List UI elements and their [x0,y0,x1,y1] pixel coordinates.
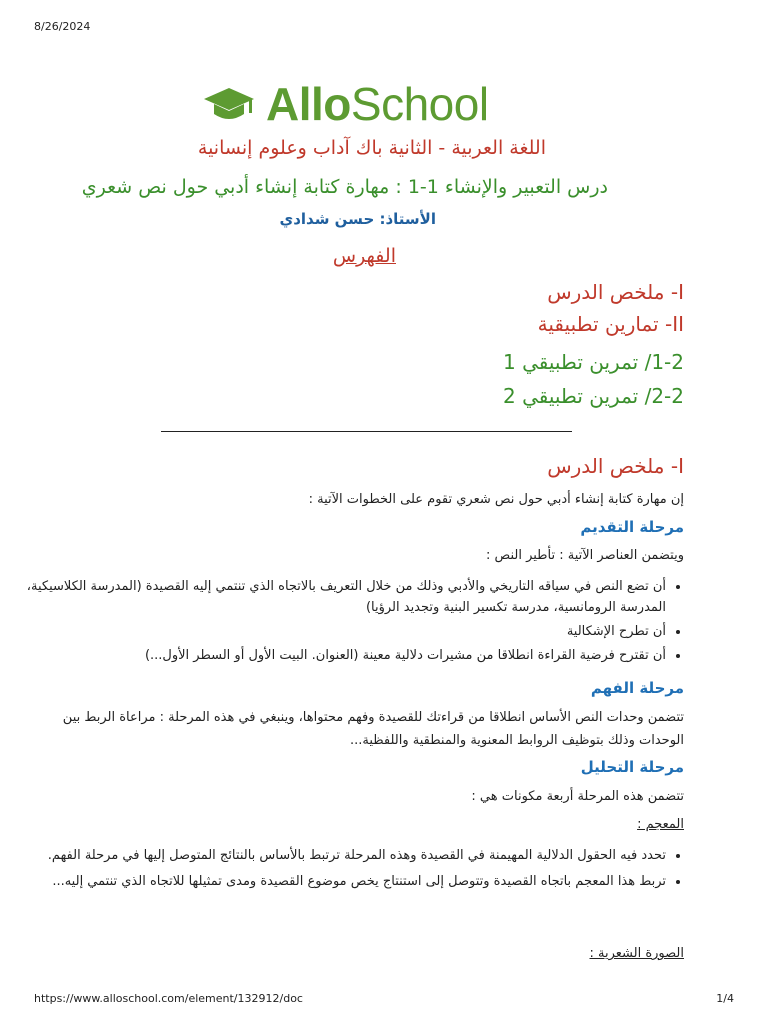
poetic-image-label: الصورة الشعرية : [589,946,684,961]
lexicon-label: المعجم : [637,817,684,832]
list-item: • أن تطرح الإشكالية [26,621,666,642]
index-title: الفهرس [332,245,396,267]
stage-3-bullet-list [26,844,684,896]
logo-school: School [350,78,489,130]
toc-link-exercises[interactable]: II- تمارين تطبيقية [537,312,684,336]
logo-wordmark [266,78,489,130]
toc-link-exercise-1[interactable]: 1-2/ تمرين تطبيقي 1 [502,350,684,374]
stage-heading-analysis: مرحلة التحليل [580,758,684,776]
list-item: • أن تضع النص في سياقه التاريخي والأدبي وذلك من خلال التعريف بالاتجاه الذي تنتمي إليه القصيدة (المدرسة الكلاسيكية، المدرسة الرومانسية، مدرسة تكسير البنية وتجديد الرؤيا) [26,576,666,618]
logo-allo: Allo [266,78,351,130]
print-date: 8/26/2024 [34,20,91,33]
subject-title: اللغة العربية - الثانية باك آداب وعلوم إنسانية [197,137,546,159]
stage-heading-introduction: مرحلة التقديم [580,518,684,536]
print-page-number: 1/4 [716,992,734,1005]
lesson-title: درس التعبير والإنشاء 1-1 : مهارة كتابة إنشاء أدبي حول نص شعري [81,176,608,198]
section-heading-summary: I- ملخص الدرس [547,454,684,478]
stage-3-intro: تتضمن هذه المرحلة أربعة مكونات هي : [471,789,684,804]
list-item: • تربط هذا المعجم باتجاه القصيدة وتتوصل إلى استنتاج يخص موضوع القصيدة ومدى تمثيلها للاتجاه الذي تنتمي إليه... [26,870,666,893]
toc-link-exercise-2[interactable]: 2-2/ تمرين تطبيقي 2 [502,384,684,408]
list-item: • أن تقترح فرضية القراءة انطلاقا من مشيرات دلالية معينة (العنوان. البيت الأول أو السطر الأول...) [26,645,666,666]
toc-link-summary[interactable]: I- ملخص الدرس [547,280,684,304]
teacher-name: الأستاذ: حسن شدادي [279,210,436,228]
graduation-cap-icon [202,84,256,124]
stage-2-paragraph: تتضمن وحدات النص الأساس انطلاقا من قراءتك للقصيدة وفهم محتواها، وينبغي في هذه المرحلة : مراعاة الربط بين الوحدات وذلك بتوظيف الروابط المعنوية والمنطقية واللفظية... [62,710,684,748]
stage-1-intro: ويتضمن العناصر الآتية : تأطير النص : [486,548,684,563]
print-footer-url: https://www.alloschool.com/element/132912/doc [34,992,303,1005]
alloschool-logo[interactable] [202,76,489,132]
section-divider [161,431,572,432]
stage-1-bullet-list [26,576,684,669]
summary-intro: إن مهارة كتابة إنشاء أدبي حول نص شعري تقوم على الخطوات الآتية : [308,492,684,507]
stage-heading-understanding: مرحلة الفهم [590,679,684,697]
list-item: • تحدد فيه الحقول الدلالية المهيمنة في القصيدة وهذه المرحلة ترتبط بالأساس بالنتائج المتوصل إليها في مرحلة الفهم. [26,844,666,867]
